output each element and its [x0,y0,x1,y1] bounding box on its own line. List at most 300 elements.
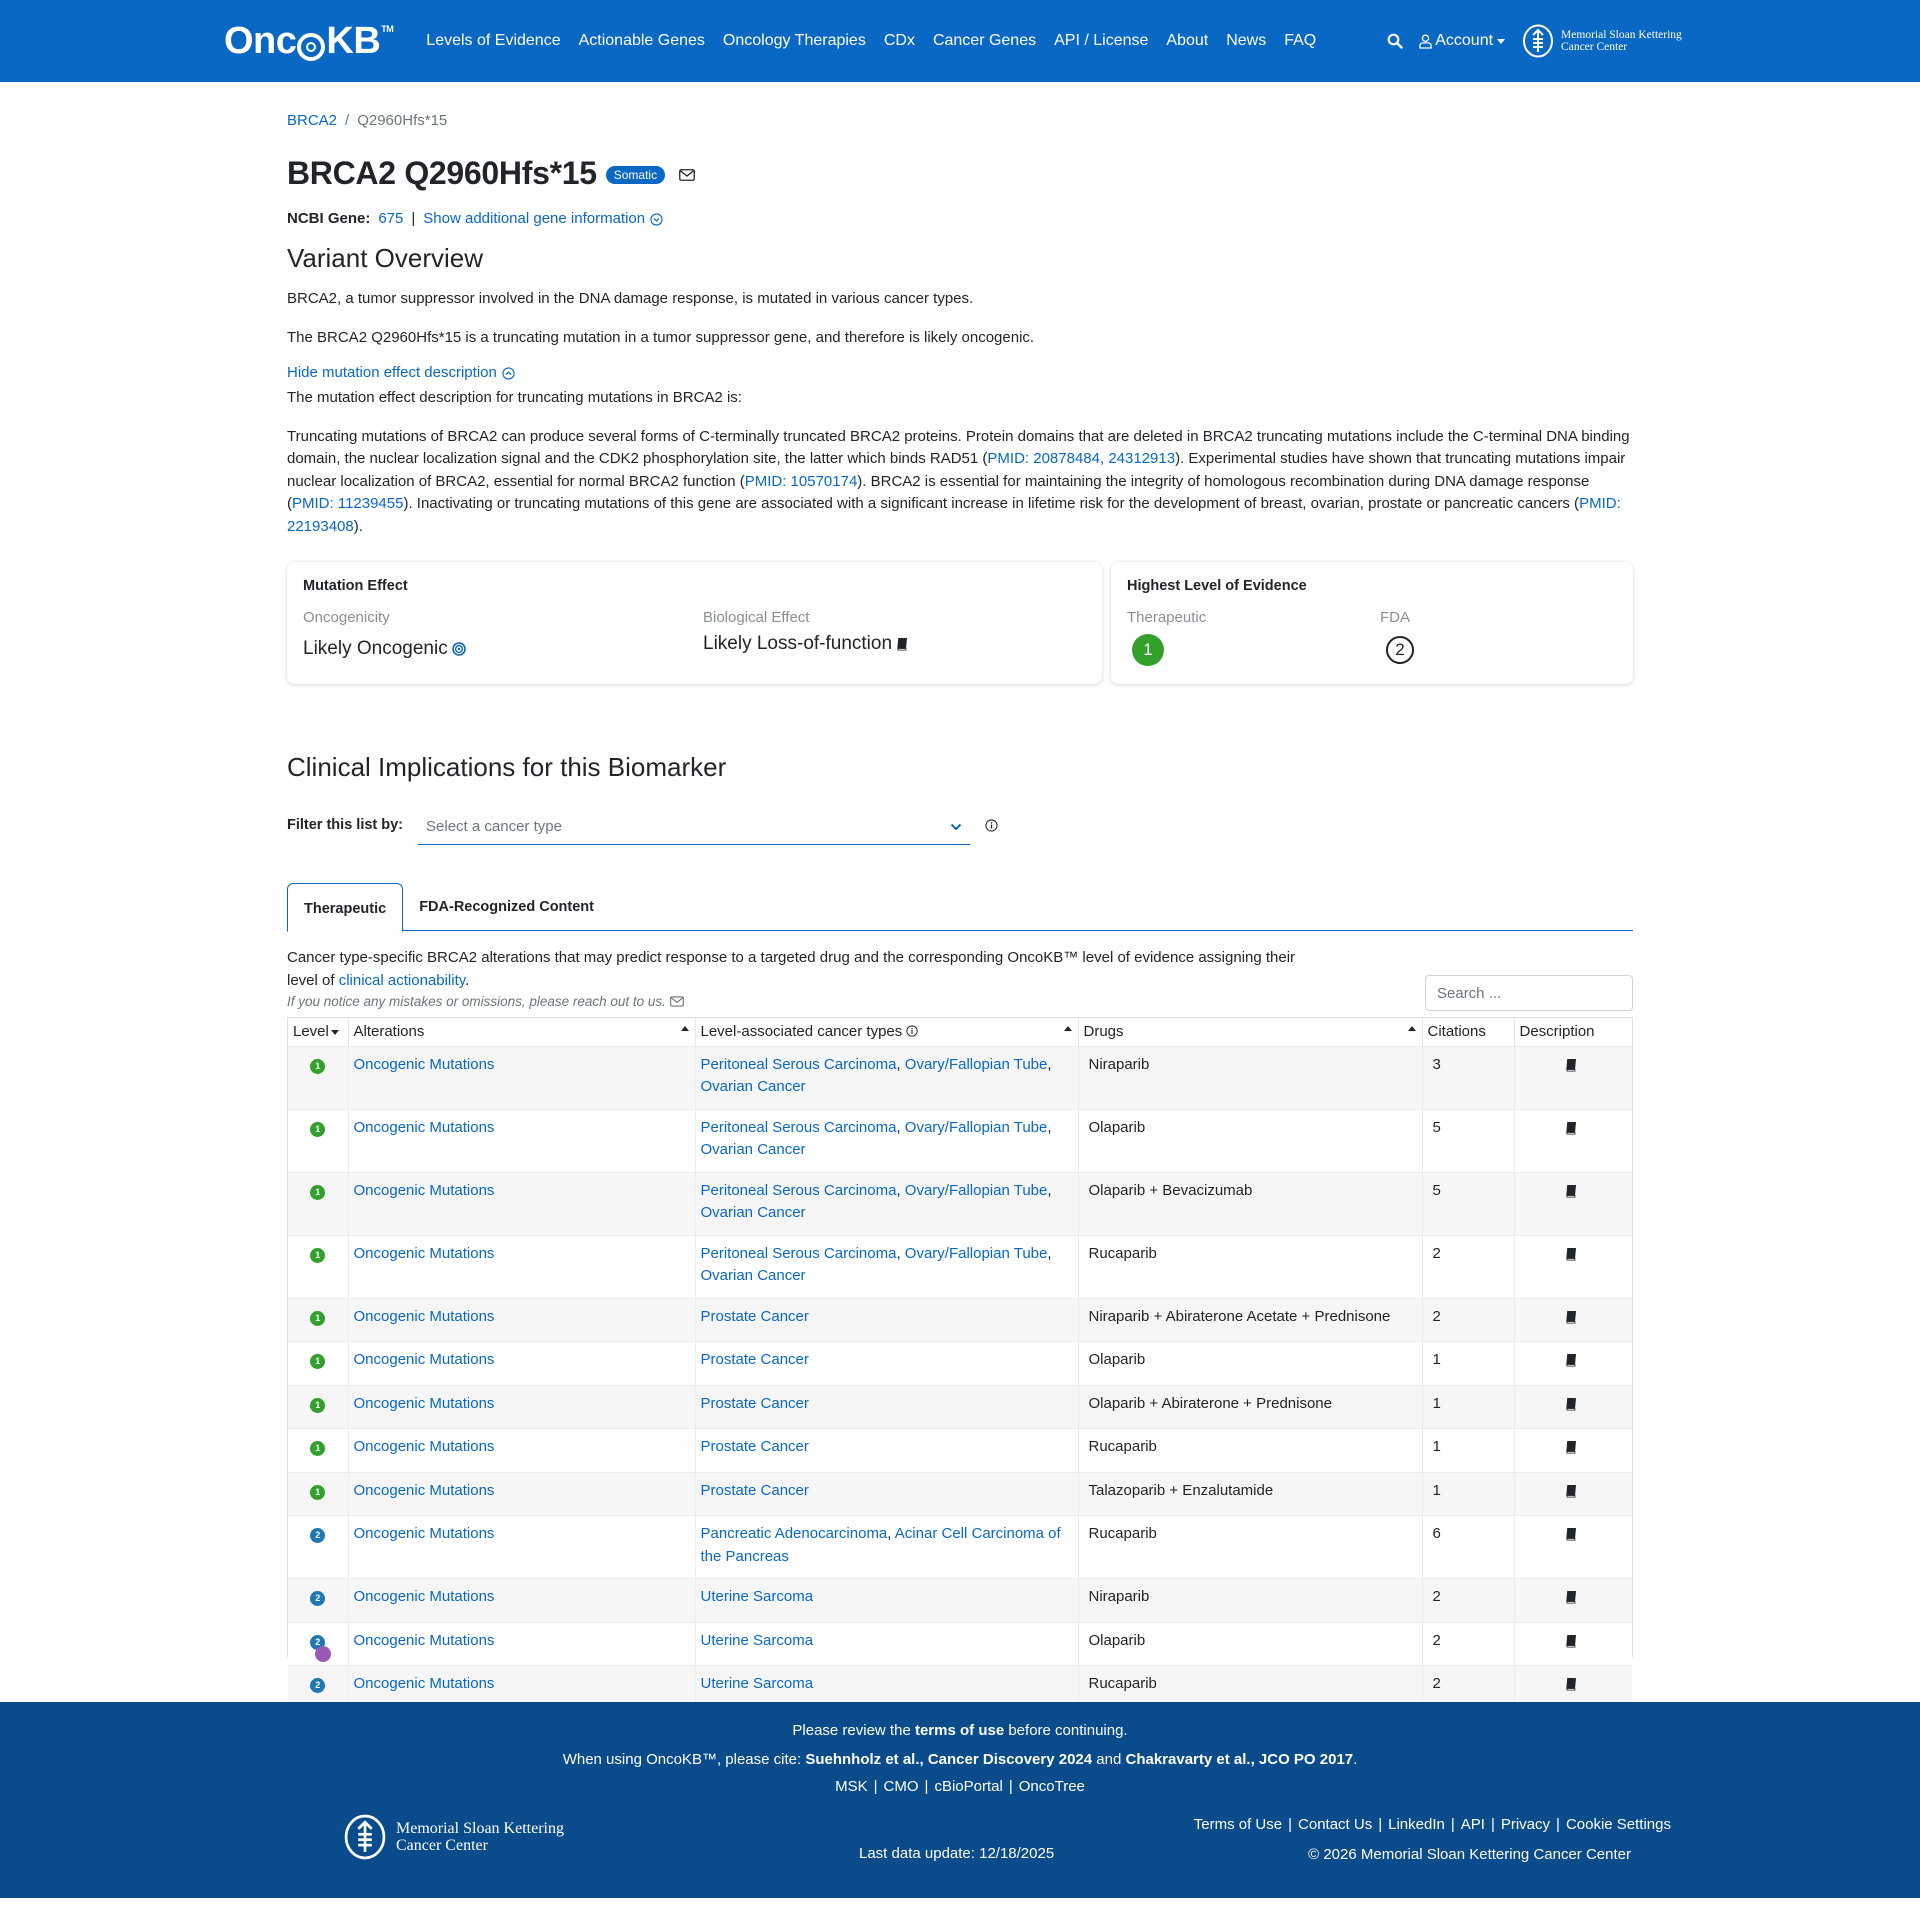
sort-desc-icon [331,1030,339,1035]
filter-row [287,817,1633,845]
level-badge[interactable]: 2 [310,1635,325,1650]
nav-oncology-therapies[interactable]: Oncology Therapies [722,32,866,49]
sort-asc-icon [1064,1026,1072,1031]
level-badge[interactable]: 1 [310,1059,325,1074]
table-row [288,1385,1632,1429]
book-icon[interactable] [1565,1309,1577,1332]
drugs-cell: Olaparib [1078,1109,1422,1172]
citations-cell[interactable]: 2 [1422,1235,1514,1298]
alteration-link[interactable]: Oncogenic Mutations [353,1055,495,1073]
biological-effect-label: Biological Effect [703,609,810,626]
comma: , [1047,1118,1052,1136]
citations-cell[interactable]: 2 [1422,1666,1514,1709]
footer-privacy-link[interactable]: Privacy [1500,1816,1551,1833]
book-icon[interactable] [1565,1057,1577,1080]
table-row [288,1516,1632,1579]
table-row [288,1429,1632,1473]
separator: | [924,1778,929,1795]
cancer-type-link[interactable]: Uterine Sarcoma [700,1588,814,1605]
separator: | [1378,1816,1383,1833]
msk-line2: Cancer Center [1561,41,1628,53]
cancer-types-cell [695,1516,1078,1579]
tab-description-row [287,947,1633,1009]
clinical-actionability-link[interactable]: clinical actionability [338,971,466,989]
drugs-cell: Olaparib + Abiraterone + Prednisone [1078,1385,1422,1429]
alteration-cell [348,1579,695,1623]
ncbi-gene-link[interactable]: 675 [378,210,404,227]
drugs-cell: Niraparib + Abiraterone Acetate + Prednisone [1078,1298,1422,1342]
col-header-drugs[interactable] [1078,1018,1422,1046]
mutation-effect-intro: The mutation effect description for truncating mutations in BRCA2 is: [287,389,742,406]
cancer-types-cell [695,1342,1078,1386]
tab-description-end: . [465,971,470,989]
implications-table [287,1017,1633,1692]
cancer-type-link[interactable]: Pancreatic Adenocarcinoma [700,1525,888,1542]
caret-down-icon [1497,39,1505,44]
msk-line1: Memorial Sloan Kettering [1561,29,1682,41]
citations-cell[interactable]: 3 [1422,1046,1514,1109]
citations-cell[interactable]: 2 [1422,1579,1514,1623]
book-icon[interactable] [1565,1352,1577,1375]
book-icon[interactable] [1565,1183,1577,1206]
citations-cell[interactable]: 1 [1422,1342,1514,1386]
cancer-type-link[interactable]: Acinar Cell Carcinoma of the Pancreas [700,1525,1061,1565]
citations-cell[interactable]: 5 [1422,1172,1514,1235]
cancer-type-link[interactable]: Ovarian Cancer [700,1141,806,1158]
cancer-type-link[interactable]: Ovarian Cancer [700,1267,806,1284]
feedback-note [287,994,1327,1009]
logo-text-onc: Onc [224,19,297,62]
level-badge[interactable]: 1 [310,1398,325,1413]
desc-text-3: ). BRCA2 is essential for maintaining the integrity of homologous recombination during DNA damage response ( [287,472,1590,512]
nav-about[interactable]: About [1166,32,1209,49]
cancer-type-link[interactable]: Peritoneal Serous Carcinoma [700,1118,897,1136]
alteration-link[interactable]: Oncogenic Mutations [353,1118,495,1136]
alteration-cell [348,1429,695,1473]
fda-label: FDA [1380,609,1410,626]
main-content [287,82,1633,1692]
citations-cell[interactable]: 6 [1422,1516,1514,1579]
title-row [287,155,1633,192]
somatic-badge: Somatic [606,166,665,184]
col-header-citations[interactable] [1422,1018,1514,1046]
alteration-cell [348,1046,695,1109]
footer-bottom-links [1194,1816,1671,1833]
alteration-cell [348,1235,695,1298]
msk-logo[interactable] [1521,24,1682,58]
mail-icon[interactable] [679,169,695,181]
alteration-link[interactable]: Oncogenic Mutations [353,1351,495,1368]
footer-terms-text: Please review the [792,1722,915,1739]
desc-text-5: ). [353,517,363,535]
cancer-type-link[interactable]: Ovarian Cancer [700,1078,806,1095]
table-row [288,1579,1632,1623]
level-badge[interactable]: 2 [310,1591,325,1606]
footer-terms-end: before continuing. [1004,1722,1128,1739]
cancer-type-link[interactable]: Prostate Cancer [700,1394,809,1412]
user-icon [1419,34,1432,49]
table-row [288,1342,1632,1386]
description-cell [1514,1385,1632,1429]
nav-cdx[interactable]: CDx [883,32,915,49]
description-cell [1514,1579,1632,1623]
description-cell [1514,1298,1632,1342]
logo-trademark: TM [381,23,394,34]
book-icon[interactable] [1565,1526,1577,1549]
separator: | [411,210,416,227]
logo-text-kb: KB [326,19,381,62]
book-icon[interactable] [1565,1396,1577,1419]
table-row [288,1298,1632,1342]
comma: , [896,1181,905,1199]
book-icon[interactable] [896,637,908,651]
description-cell [1514,1046,1632,1109]
description-cell [1514,1109,1632,1172]
table-row [288,1046,1632,1109]
cancer-type-link[interactable]: Uterine Sarcoma [700,1631,814,1649]
comma: , [1047,1244,1052,1262]
level-badge[interactable]: 2 [310,1678,325,1693]
last-data-update: Last data update: 12/18/2025 [859,1845,1055,1862]
gene-info [287,210,1633,227]
col-header-level[interactable] [288,1018,348,1046]
footer-terms-link[interactable]: Terms of Use [1193,1816,1283,1833]
table-search-input[interactable]: Search ... [1425,975,1633,1011]
cancer-type-link[interactable]: Ovary/Fallopian Tube [904,1118,1048,1136]
level-badge-partial [315,1646,331,1662]
cite-text: When using OncoKB™, please cite: [562,1751,806,1768]
clinical-implications-heading: Clinical Implications for this Biomarker [287,752,727,782]
level-badge[interactable]: 1 [310,1185,325,1200]
drugs-cell: Rucaparib [1078,1666,1422,1709]
level-badge[interactable]: 1 [310,1354,325,1369]
cancer-types-cell [695,1109,1078,1172]
nav-news[interactable]: News [1226,32,1267,49]
tab-therapeutic[interactable]: Therapeutic [287,883,403,932]
book-icon[interactable] [1565,1246,1577,1269]
col-header-cancer-types[interactable] [695,1018,1078,1046]
drugs-cell: Olaparib [1078,1342,1422,1386]
highest-level-card [1111,562,1633,684]
cancer-types-cell [695,1235,1078,1298]
level-cell [288,1342,348,1386]
alteration-cell [348,1172,695,1235]
cancer-type-link[interactable]: Prostate Cancer [700,1351,809,1368]
nav-cancer-genes[interactable]: Cancer Genes [932,32,1037,49]
chevron-down-circle-icon [650,213,663,226]
feedback-note-text: If you notice any mistakes or omissions, please reach out to us. [287,994,666,1009]
msk-tree-icon [342,1812,388,1862]
nav-api-license[interactable]: API / License [1054,32,1149,49]
terms-of-use-link[interactable]: terms of use [914,1722,1005,1739]
hide-mutation-effect-label: Hide mutation effect description [287,364,497,381]
alteration-cell [348,1516,695,1579]
drugs-cell: Niraparib [1078,1579,1422,1623]
level-cell [288,1385,348,1429]
show-gene-info-link[interactable] [423,210,663,227]
pmid-link[interactable]: PMID: 10570174 [744,472,858,490]
description-cell [1514,1235,1632,1298]
level-badge[interactable]: 1 [310,1122,325,1137]
cancer-type-link[interactable]: Ovary/Fallopian Tube [904,1055,1048,1073]
alteration-link[interactable]: Oncogenic Mutations [353,1181,495,1199]
cancer-type-link[interactable]: Peritoneal Serous Carcinoma [700,1181,897,1199]
alteration-link[interactable]: Oncogenic Mutations [353,1481,495,1499]
alteration-cell [348,1342,695,1386]
account-label: Account [1435,32,1494,49]
ncbi-label: NCBI Gene: [287,210,371,227]
footer-contact-link[interactable]: Contact Us [1298,1816,1373,1833]
footer-api-link[interactable]: API [1460,1816,1485,1833]
drugs-cell: Olaparib [1078,1622,1422,1666]
cancer-type-select[interactable] [418,809,970,845]
alteration-link[interactable]: Oncogenic Mutations [353,1394,495,1412]
separator: | [1008,1778,1013,1795]
level-cell [288,1298,348,1342]
col-header-alterations[interactable] [348,1018,695,1046]
cancer-type-link[interactable]: Prostate Cancer [700,1481,809,1499]
level-cell [288,1579,348,1623]
msk-tree-icon [1521,24,1555,58]
citation-link-1[interactable]: Suehnholz et al., Cancer Discovery 2024 [805,1751,1093,1768]
cancer-type-link[interactable]: Prostate Cancer [700,1307,809,1325]
copyright: © 2026 Memorial Sloan Kettering Cancer Center [1308,1846,1631,1863]
level-badge[interactable]: 1 [310,1248,325,1263]
comma: , [896,1055,905,1073]
citations-cell[interactable]: 5 [1422,1109,1514,1172]
tab-fda-recognized-content[interactable]: FDA-Recognized Content [419,898,594,915]
col-cancer-types-label: Level-associated cancer types [700,1023,903,1041]
page-title: BRCA2 Q2960Hfs*15 [287,155,597,191]
pmid-link[interactable]: PMID: 22193408 [287,495,1621,535]
oncogenic-target-icon [452,642,466,656]
mail-icon[interactable] [670,996,684,1007]
chevron-down-icon [950,823,962,831]
book-icon[interactable] [1565,1439,1577,1462]
book-icon[interactable] [1565,1483,1577,1506]
cancer-types-cell [695,1385,1078,1429]
level-cell [288,1172,348,1235]
level-cell [288,1516,348,1579]
desc-text-1: Truncating mutations of BRCA2 can produce several forms of C-terminally truncated BRCA2 proteins. Protein domains that are deleted in BRCA2 truncating mutations include the C-terminal DNA binding domain, the nuclear localization signal and the CDK2 phosphorylation site, the latter which binds RAD51 ( [287,427,1630,467]
alteration-link[interactable]: Oncogenic Mutations [353,1525,495,1542]
top-navbar [0,0,1920,82]
comma: , [1047,1055,1052,1073]
footer-link-oncotree[interactable]: OncoTree [1018,1778,1085,1795]
alteration-cell [348,1385,695,1429]
level-cell [288,1235,348,1298]
cancer-type-link[interactable]: Peritoneal Serous Carcinoma [700,1055,897,1073]
filter-label: Filter this list by: [287,817,404,833]
separator: | [873,1778,878,1795]
info-icon[interactable] [985,819,998,832]
footer [0,1702,1920,1898]
citations-cell[interactable]: 1 [1422,1472,1514,1516]
hide-mutation-effect-link[interactable] [287,364,1633,381]
breadcrumb-gene[interactable]: BRCA2 [287,112,338,129]
level-badge[interactable]: 1 [310,1485,325,1500]
variant-overview-heading: Variant Overview [287,243,484,273]
cancer-type-link[interactable]: Ovary/Fallopian Tube [904,1181,1048,1199]
col-citations-label: Citations [1427,1023,1486,1041]
footer-link-cbioportal[interactable]: cBioPortal [934,1778,1003,1795]
comma: , [887,1525,895,1542]
level-cell [288,1109,348,1172]
alteration-link[interactable]: Oncogenic Mutations [353,1438,495,1455]
alteration-link[interactable]: Oncogenic Mutations [353,1244,495,1262]
footer-resource-links [0,1778,1920,1795]
fda-level-badge[interactable]: 2 [1386,636,1414,664]
alteration-cell [348,1472,695,1516]
footer-link-msk[interactable]: MSK [835,1778,868,1795]
alteration-link[interactable]: Oncogenic Mutations [353,1631,495,1649]
cancer-type-link[interactable]: Ovary/Fallopian Tube [904,1244,1048,1262]
drugs-cell: Niraparib [1078,1046,1422,1109]
overview-gene-summary: BRCA2, a tumor suppressor involved in the DNA damage response, is mutated in various cancer types. [287,290,974,307]
breadcrumb-variant: Q2960Hfs*15 [357,112,448,129]
citation-link-2[interactable]: Chakravarty et al., JCO PO 2017 [1125,1751,1354,1768]
drugs-cell: Talazoparib + Enzalutamide [1078,1472,1422,1516]
search-icon[interactable] [1387,33,1403,49]
therapeutic-label: Therapeutic [1127,609,1207,626]
cancer-types-cell [695,1298,1078,1342]
breadcrumb [287,112,1633,129]
oncogenicity-label: Oncogenicity [303,609,390,626]
desc-text-4: ). Inactivating or truncating mutations of this gene are associated with a significant increase in lifetime risk for the development of breast, ovarian, prostate or pancreatic cancers ( [403,495,1580,512]
nav-levels-of-evidence[interactable]: Levels of Evidence [426,32,561,49]
pmid-link[interactable]: PMID: 11239455 [292,495,404,512]
col-header-description [1514,1018,1632,1046]
cancer-types-cell [695,1172,1078,1235]
tab-description-text: Cancer type-specific BRCA2 alterations that may predict response to a targeted drug and the corresponding OncoKB™ level of evidence assigning their level of [287,949,1296,989]
logo-target-icon [297,33,325,61]
separator: | [1490,1816,1495,1833]
alteration-link[interactable]: Oncogenic Mutations [353,1307,495,1325]
cancer-types-cell [695,1472,1078,1516]
cite-end: . [1353,1751,1358,1768]
level-badge[interactable]: 1 [310,1311,325,1326]
separator: | [1288,1816,1293,1833]
table-row [288,1109,1632,1172]
breadcrumb-separator: / [345,112,350,129]
comma: , [896,1118,905,1136]
comma: , [896,1244,905,1262]
oncokb-logo[interactable] [224,20,393,63]
comma: , [1047,1181,1052,1199]
nav-faq[interactable]: FAQ [1284,32,1317,49]
sort-asc-icon [1408,1026,1416,1031]
cancer-types-cell [695,1046,1078,1109]
alteration-cell [348,1298,695,1342]
description-cell [1514,1622,1632,1666]
footer-citation [0,1751,1920,1768]
alteration-link[interactable]: Oncogenic Mutations [353,1588,495,1605]
cancer-types-cell [695,1579,1078,1623]
cancer-type-link[interactable]: Uterine Sarcoma [700,1675,814,1692]
description-cell [1514,1429,1632,1473]
citations-cell[interactable]: 2 [1422,1298,1514,1342]
book-icon[interactable] [1565,1676,1577,1699]
sort-asc-icon [681,1026,689,1031]
overview-variant-summary: The BRCA2 Q2960Hfs*15 is a truncating mutation in a tumor suppressor gene, and therefore is likely oncogenic. [287,328,1035,346]
col-drugs-label: Drugs [1083,1023,1124,1041]
description-cell [1514,1172,1632,1235]
level-cell [288,1472,348,1516]
book-icon[interactable] [1565,1120,1577,1143]
desc-text-2: ). Experimental studies have shown that truncating mutations impair nuclear localization of BRCA2, essential for normal BRCA2 function ( [287,450,1626,490]
show-gene-info-label: Show additional gene information [423,210,646,227]
nav-actionable-genes[interactable]: Actionable Genes [578,32,705,49]
footer-msk-line2: Cancer Center [396,1837,488,1854]
mutation-effect-title: Mutation Effect [303,578,408,594]
footer-cookie-settings-link[interactable]: Cookie Settings [1565,1816,1671,1833]
cancer-type-placeholder: Select a cancer type [426,818,562,835]
cancer-type-link[interactable]: Prostate Cancer [700,1438,809,1455]
therapeutic-level-badge[interactable]: 1 [1132,634,1164,666]
summary-cards [287,562,1633,684]
footer-terms [0,1702,1920,1739]
description-cell [1514,1342,1632,1386]
separator: | [1450,1816,1455,1833]
footer-msk-line1: Memorial Sloan Kettering [396,1820,564,1837]
footer-link-cmo[interactable]: CMO [883,1778,919,1795]
chevron-up-circle-icon [502,367,515,380]
separator: | [1556,1816,1560,1833]
mutation-effect-description [287,426,1633,539]
cite-and: and [1092,1751,1126,1768]
info-icon[interactable] [906,1025,918,1037]
mutation-effect-card [287,562,1102,684]
pmid-link[interactable]: PMID: 20878484, 24312913 [987,450,1176,467]
cancer-types-cell [695,1622,1078,1666]
citations-cell[interactable]: 1 [1422,1429,1514,1473]
footer-msk-logo[interactable] [342,1812,564,1862]
citations-cell[interactable]: 1 [1422,1385,1514,1429]
alteration-cell [348,1622,695,1666]
table-row [288,1472,1632,1516]
col-description-label: Description [1519,1023,1595,1041]
biological-effect-value: Likely Loss-of-function [703,633,893,654]
alteration-cell [348,1109,695,1172]
cancer-type-link[interactable]: Ovarian Cancer [700,1204,806,1221]
account-dropdown[interactable] [1419,32,1505,50]
col-alterations-label: Alterations [353,1023,425,1041]
cancer-type-link[interactable]: Peritoneal Serous Carcinoma [700,1244,897,1262]
highest-level-title: Highest Level of Evidence [1127,578,1307,594]
evidence-tabs [287,883,1633,931]
level-badge[interactable]: 2 [310,1528,325,1543]
description-cell [1514,1516,1632,1579]
book-icon[interactable] [1565,1633,1577,1656]
description-cell [1514,1472,1632,1516]
drugs-cell: Olaparib + Bevacizumab [1078,1172,1422,1235]
col-level-label: Level [293,1023,329,1041]
level-cell [288,1046,348,1109]
table-row [288,1172,1632,1235]
book-icon[interactable] [1565,1589,1577,1612]
table-row [288,1235,1632,1298]
footer-linkedin-link[interactable]: LinkedIn [1388,1816,1445,1833]
cancer-types-cell [695,1429,1078,1473]
level-cell [288,1429,348,1473]
citations-cell[interactable]: 2 [1422,1622,1514,1666]
level-badge[interactable]: 1 [310,1441,325,1456]
tab-description [287,947,1327,992]
nav-links [417,32,1325,50]
nav-right [1387,24,1682,58]
alteration-link[interactable]: Oncogenic Mutations [353,1675,495,1692]
drugs-cell: Rucaparib [1078,1516,1422,1579]
